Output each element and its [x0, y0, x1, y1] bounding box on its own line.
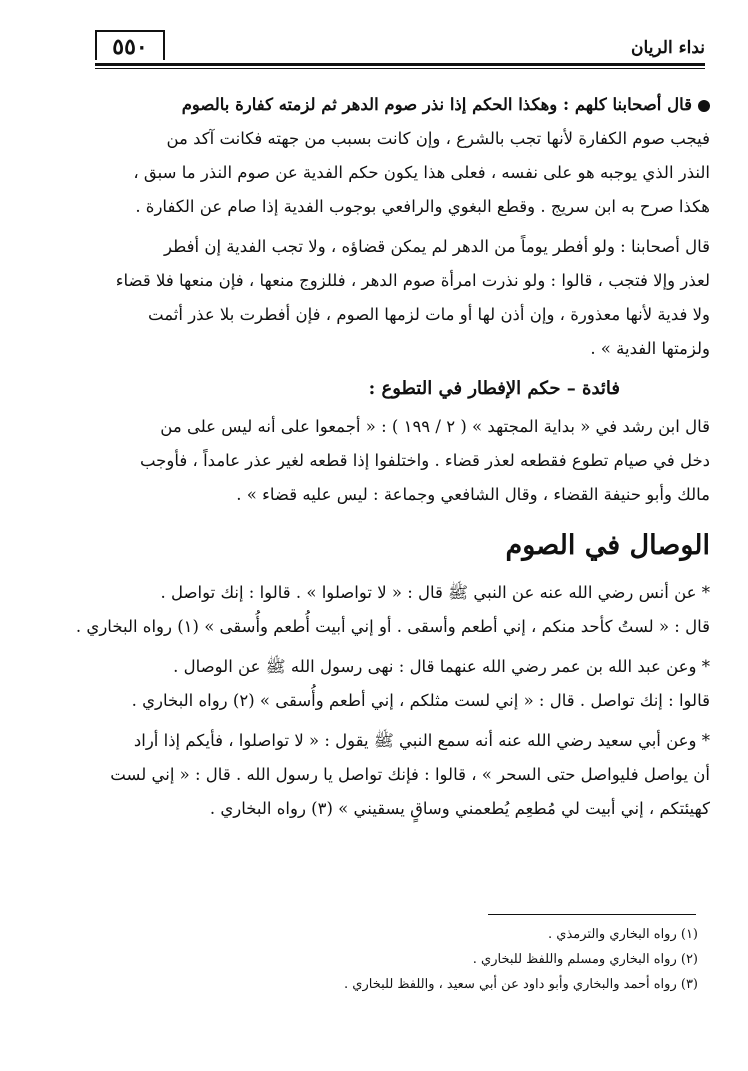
text-line: قال أصحابنا : ولو أفطر يوماً من الدهر لم يمكن قضاؤه ، ولا تجب الفدية إن أفطر — [163, 237, 710, 256]
text-line: * عن أنس رضي الله عنه عن النبي ﷺ قال : « لا تواصلوا » . قالوا : إنك تواصل . — [160, 583, 710, 602]
benefit-heading: فائدة – حكم الإفطار في التطوع : — [368, 378, 620, 399]
bullet-dot-icon — [698, 100, 710, 112]
hadith-2 — [88, 650, 710, 718]
book-title: نداء الريان — [631, 38, 705, 58]
text-line: قال أصحابنا كلهم : وهكذا الحكم إذا نذر صوم الدهر ثم لزمته كفارة بالصوم — [88, 88, 710, 122]
hadith-3 — [88, 724, 710, 826]
page-number: ٥٥٠ — [95, 30, 165, 60]
header-rule — [95, 63, 705, 66]
text-line: * وعن أبي سعيد رضي الله عنه أنه سمع النبي ﷺ يقول : « لا تواصلوا ، فأيكم إذا أراد — [133, 731, 710, 750]
text-line: ولزمتها الفدية » . — [590, 339, 710, 358]
footnote-2: (٢) رواه البخاري ومسلم واللفظ للبخاري . — [472, 952, 698, 967]
hadith-1 — [75, 576, 710, 644]
footnotes — [98, 922, 698, 997]
footnote-rule — [488, 914, 696, 915]
benefit-paragraph — [88, 410, 710, 512]
text-line: كهيئتكم ، إني أبيت لي مُطعِم يُطعمني وساقٍ يسقيني » (٣) رواه البخاري . — [209, 799, 710, 818]
text-line: أن يواصل فليواصل حتى السحر » ، قالوا : فإنك تواصل يا رسول الله . قال : « إني لست — [110, 765, 710, 784]
text-line: فيجب صوم الكفارة لأنها تجب بالشرع ، وإن كانت بسبب من جهته فكانت آكد من — [166, 129, 710, 148]
text-line: دخل في صيام تطوع فقطعه لعذر قضاء . واختلفوا إذا قطعه لغير عذر عامداً ، فأوجب — [139, 451, 710, 470]
text-line: ولا فدية لأنها معذورة ، وإن أذن لها أو مات لزمها الصوم ، فإن أفطرت بلا عذر أثمت — [148, 305, 710, 324]
footnote-1: (١) رواه البخاري والترمذي . — [548, 927, 698, 942]
header-rule-thin — [95, 68, 705, 69]
text-line: * وعن عبد الله بن عمر رضي الله عنهما قال : نهى رسول الله ﷺ عن الوصال . — [173, 657, 710, 676]
footnote-3: (٣) رواه أحمد والبخاري وأبو داود عن أبي سعيد ، واللفظ للبخاري . — [344, 977, 698, 992]
text-line: قال : « لستُ كأحد منكم ، إني أطعم وأسقى . أو إني أبيت أُطعم وأُسقى » (١) رواه البخاري . — [75, 617, 710, 636]
text-line: مالك وأبو حنيفة القضاء ، وقال الشافعي وجماعة : ليس عليه قضاء » . — [236, 485, 710, 504]
section-title: الوصال في الصوم — [505, 530, 710, 561]
text-line: هكذا صرح به ابن سريج . وقطع البغوي والرافعي بوجوب الفدية إذا صام عن الكفارة . — [135, 197, 710, 216]
page-body — [75, 88, 710, 832]
text-line: النذر الذي يوجبه هو على نفسه ، فعلى هذا يكون حكم الفدية عن صوم النذر ما سبق ، — [133, 163, 710, 182]
paragraph-1 — [88, 88, 710, 224]
paragraph-2 — [88, 230, 710, 366]
text-line: قال ابن رشد في « بداية المجتهد » ( ٢ / ١٩٩ ) : « أجمعوا على أنه ليس على من — [160, 417, 710, 436]
text-line: لعذر وإلا فتجب ، قالوا : ولو نذرت امرأة صوم الدهر ، فللزوج منعها ، فإن منعها فلا قضاء — [115, 271, 710, 290]
text-line: قالوا : إنك تواصل . قال : « إني لست مثلكم ، إني أطعم وأُسقى » (٢) رواه البخاري . — [131, 691, 710, 710]
page-header — [95, 30, 705, 64]
